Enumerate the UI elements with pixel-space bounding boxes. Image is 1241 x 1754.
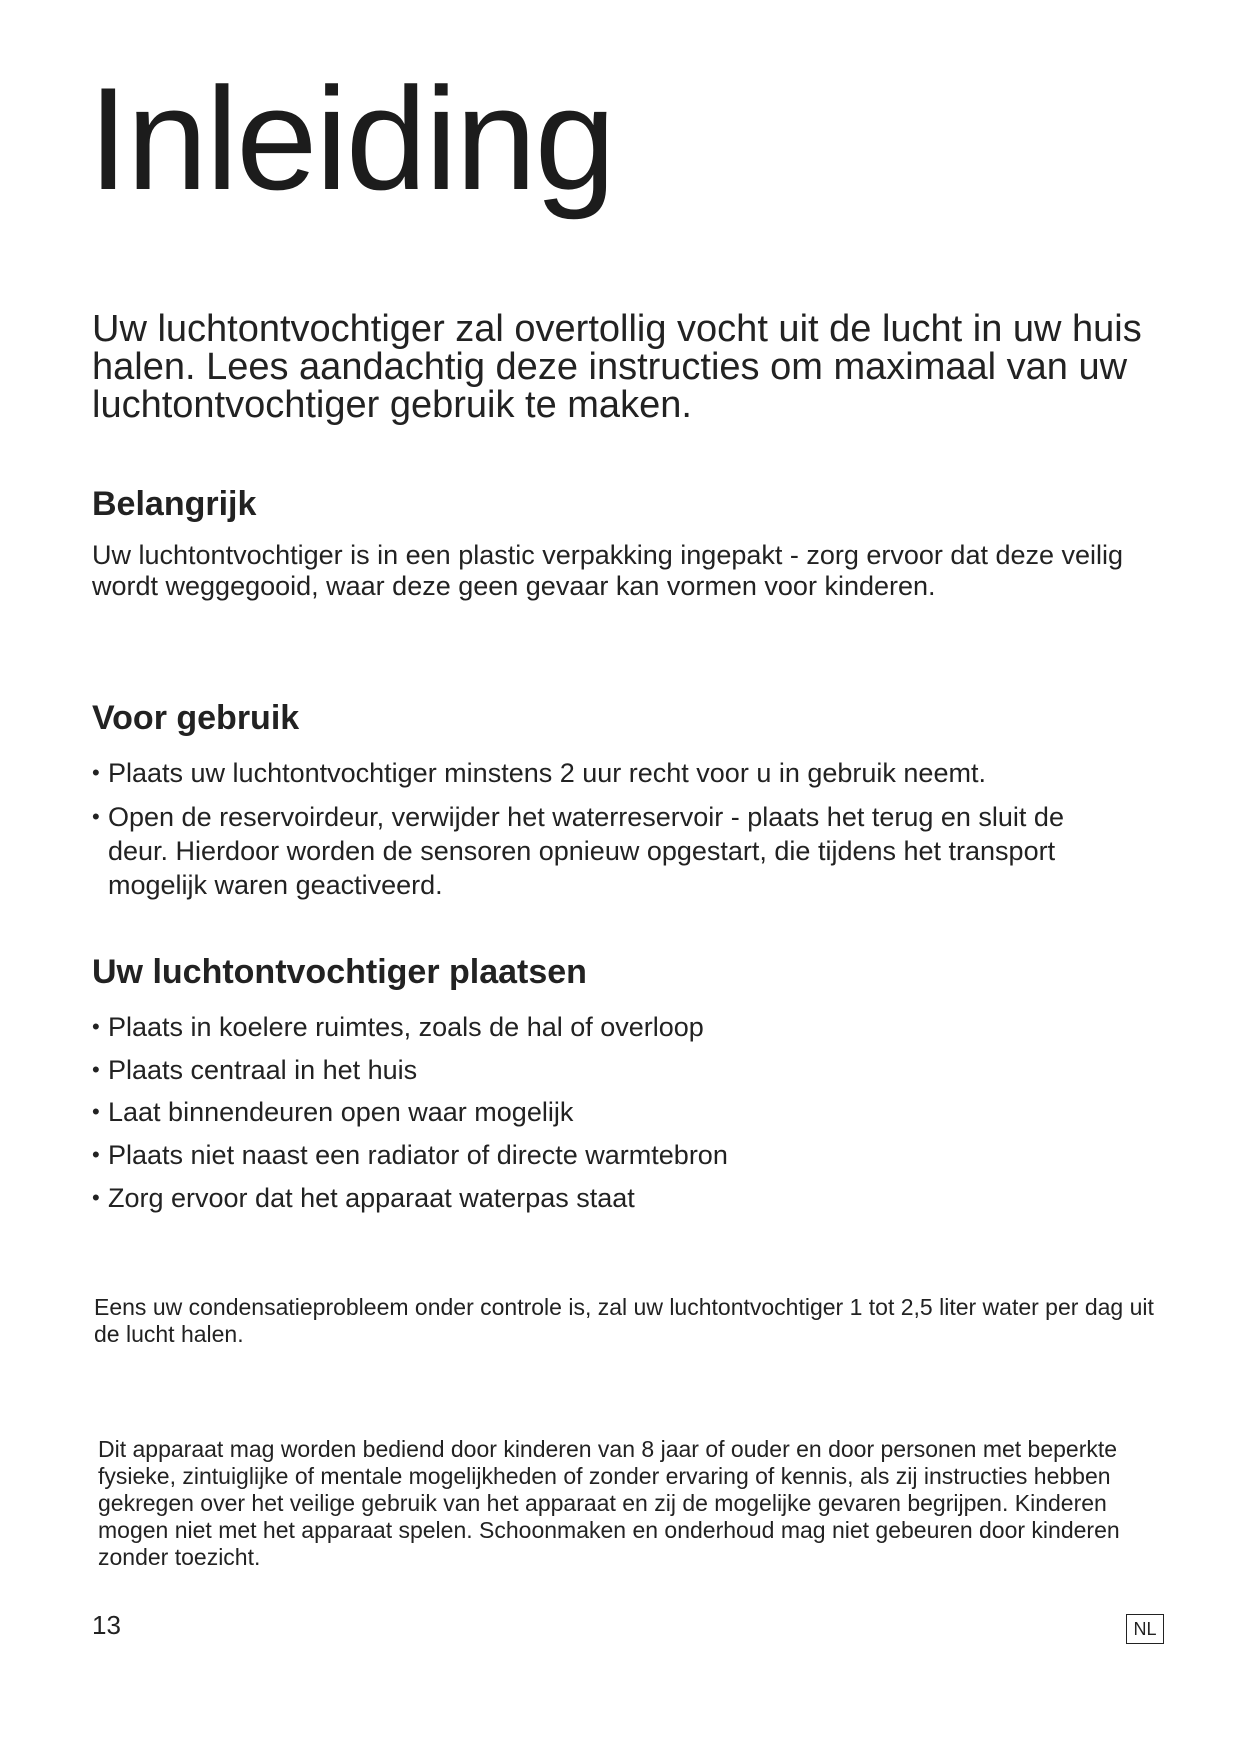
plaatsen-bullet: • Plaats centraal in het huis: [92, 1053, 1118, 1087]
condensation-note: Eens uw condensatieprobleem onder controle is, zal uw luchtontvochtiger 1 tot 2,5 liter water per dag uit de lucht halen.: [94, 1294, 1154, 1347]
plaatsen-bullet: • Plaats niet naast een radiator of directe warmtebron: [92, 1138, 1118, 1172]
plaatsen-bullet: • Zorg ervoor dat het apparaat waterpas staat: [92, 1181, 1118, 1215]
voor-gebruik-bullet: • Plaats uw luchtontvochtiger minstens 2 uur recht voor u in gebruik neemt.: [92, 756, 1118, 790]
heading-voor-gebruik: Voor gebruik: [92, 699, 300, 737]
voor-gebruik-bullet: • Open de reservoirdeur, verwijder het waterreservoir - plaats het terug en sluit de deur. Hierdoor worden de sensoren opnieuw opgestart, die tijdens het transport mogelijk waren geactiveerd.: [92, 800, 1118, 902]
intro-paragraph: Uw luchtontvochtiger zal overtollig vocht uit de lucht in uw huis halen. Lees aandachtig deze instructies om maximaal van uw luchtontvochtiger gebruik te maken.: [92, 308, 1142, 426]
language-badge: NL: [1126, 1614, 1164, 1644]
plaatsen-bullet: • Plaats in koelere ruimtes, zoals de hal of overloop: [92, 1010, 1118, 1044]
page-number: 13: [92, 1610, 121, 1640]
heading-plaatsen: Uw luchtontvochtiger plaatsen: [92, 953, 587, 991]
safety-notice: Dit apparaat mag worden bediend door kinderen van 8 jaar of ouder en door personen met beperkte fysieke, zintuiglijke of mentale mogelijkheden of zonder ervaring of kennis, als zij instructies hebben gekregen over het veilige gebruik van het apparaat en zij de mogelijke gevaren begrijpen. Kinderen mogen niet met het apparaat spelen. Schoonmaken en onderhoud mag niet gebeuren door kinderen zonder toezicht.: [98, 1436, 1120, 1570]
plaatsen-bullet: • Laat binnendeuren open waar mogelijk: [92, 1095, 1118, 1129]
belangrijk-text: Uw luchtontvochtiger is in een plastic verpakking ingepakt - zorg ervoor dat deze veilig wordt weggegooid, waar deze geen gevaar kan vormen voor kinderen.: [92, 540, 1124, 601]
page-title: Inleiding: [88, 57, 614, 220]
heading-belangrijk: Belangrijk: [92, 485, 257, 523]
